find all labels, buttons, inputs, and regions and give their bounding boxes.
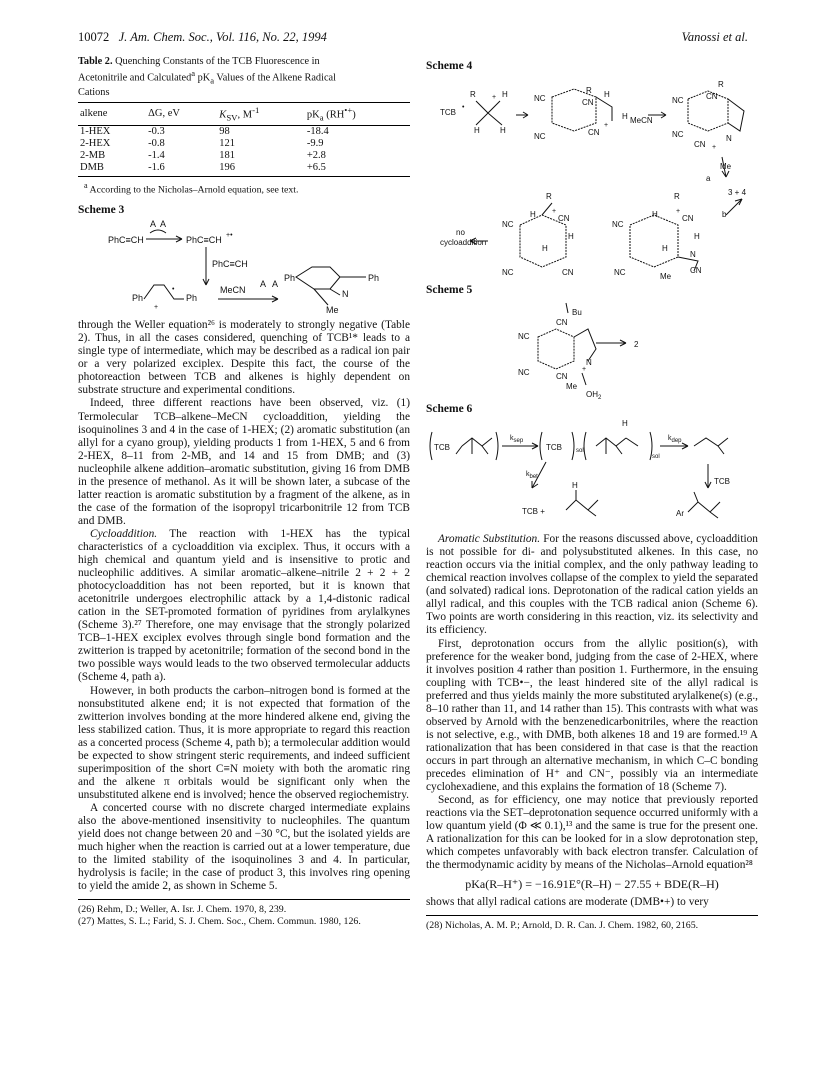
scheme4-nc8: NC — [614, 268, 626, 278]
reference-27: (27) Mattes, S. L.; Farid, S. J. Chem. Soc., Chem. Commun. 1980, 126. — [78, 915, 361, 927]
scheme3-curve — [150, 230, 166, 233]
cell-ksv: 121 — [219, 137, 236, 149]
scheme4-h1: H — [502, 90, 508, 100]
scheme3-a4: A — [272, 279, 279, 290]
table2-caption-line2: Acetonitrile and Calculated — [78, 72, 192, 84]
scheme4-ring4 — [630, 215, 678, 267]
scheme4-title: Scheme 4 — [426, 60, 473, 72]
scheme4-h4: H — [604, 90, 610, 100]
scheme5-me: Me — [566, 382, 578, 392]
scheme6-diagram — [426, 418, 758, 533]
cell-ksv: 98 — [219, 125, 230, 137]
th-ksv-sub: SV — [226, 112, 238, 123]
cell-dg: -0.3 — [148, 125, 165, 137]
scheme5-title: Scheme 5 — [426, 284, 473, 297]
cell-pka: +6.5 — [305, 162, 410, 177]
scheme4-nc7: NC — [612, 220, 624, 230]
scheme4-me1: Me — [720, 162, 732, 172]
scheme6-alkene1 — [456, 438, 492, 454]
left-paragraph-2: Indeed, three different reactions have been observed, viz. (1) Termolecular TCB–alkene–MeCN cycloaddition, yielding the isoquinolines 3 and 4 in the case of 1-HEX; (2) aromatic substitution (an allyl for a cyano group), yielding products 1 from 1-HEX, 5 and 6 from 2-HEX, 8–11 from 2-MB, and 14 and 15 from DMB; and (3) nucleophile alkene addition–aromatic substitution, giving 16 from DMB in the presence of methanol. As it will be shown later, a subcase of the latter reaction is aromatic substitution by a fragment of the alkene, as in the case of the formation of the isopropyl tricarbonitrile 12 from TCB and DMB. — [78, 397, 410, 527]
table2-caption-line1: Quenching Constants of the TCB Fluorescence in — [115, 56, 320, 67]
scheme6-tcb-plus: TCB + — [522, 507, 545, 517]
cell-pka: -18.4 — [306, 125, 329, 137]
scheme4-h2: H — [474, 126, 480, 136]
scheme4-plus2: + — [604, 122, 609, 130]
th-alkene: alkene — [78, 103, 146, 126]
scheme4-h9: H — [652, 210, 658, 220]
th-pka-sup: •+ — [344, 105, 353, 116]
scheme4-nc3: NC — [672, 96, 684, 106]
cycloaddition-heading: Cycloaddition. — [90, 527, 158, 540]
left-references — [78, 899, 410, 927]
table2-label: Table 2. — [78, 56, 113, 67]
journal-issue: No. 22, — [262, 30, 299, 44]
scheme4-cn4: CN — [694, 140, 706, 150]
table-row — [78, 138, 410, 150]
table-row — [78, 162, 410, 177]
scheme6-alkene2 — [596, 438, 638, 454]
table-row — [78, 150, 410, 162]
scheme4-cn3: CN — [706, 92, 718, 102]
scheme4-cycloaddition: cycloaddition — [440, 238, 487, 248]
scheme5-ring — [538, 329, 574, 369]
th-pka-close: ) — [352, 109, 356, 121]
scheme5-nc1: NC — [518, 332, 530, 342]
right-paragraph-4: shows that allyl radical cations are moderate (DMB•+) to very — [426, 896, 709, 909]
table2-footnote — [78, 179, 410, 196]
scheme4-cn7: CN — [682, 214, 694, 224]
scheme3-a1: A — [150, 219, 157, 230]
scheme6-product1 — [566, 490, 598, 516]
scheme4-nc6: NC — [502, 268, 514, 278]
scheme4-h10: H — [694, 232, 700, 242]
scheme3-prod-ph1: Ph — [284, 273, 296, 284]
cell-alkene: 1-HEX — [80, 125, 111, 137]
left-paragraph-3 — [78, 528, 410, 685]
scheme6-tcb2: TCB — [546, 443, 562, 453]
scheme4-r2: R — [586, 86, 592, 96]
scheme4-plus1: + — [492, 94, 497, 102]
scheme4-diagram — [426, 75, 758, 280]
footnote-text: According to the Nicholas–Arnold equation, see text. — [87, 184, 299, 196]
left-paragraph-5: A concerted course with no discrete charged intermediate explains also the above-mentioned insensitivity to nucleophiles. The quantum yield does not change between 20 and −30 °C, but the isolated yields are much higher when the reaction is carried out at a lower temperature, due to the limited stability of the isoquinolines 3 and 4. In particular, hydrolysis is facile; in the case of product 3, this involves ring opening to yield the amide 2, as shown in Scheme 5. — [78, 801, 410, 893]
scheme5-product: 2 — [634, 340, 639, 350]
scheme5-oh: $OH_2$ — [586, 390, 602, 400]
right-column — [426, 56, 758, 932]
right-paragraph-3: Second, as for efficiency, one may notice that previously reported reactions via the SET–deprotonation sequence occurred uniformly with a low quantum yield (Φ ≪ 0.1),¹³ and the same is true for the present one. A rationalization for this can be looked for in a slow deprotonation step, which competes unfavorably with back electron transfer. Calculation of the thermodynamic acidity by means of the Nicholas–Arnold equation²⁸ — [426, 794, 759, 872]
scheme4-cn8: CN — [690, 266, 702, 276]
th-pka-pk: pK — [306, 109, 320, 121]
scheme4-plus3: + — [712, 144, 717, 152]
scheme4-mecn: MeCN — [630, 116, 653, 126]
left-column — [78, 56, 410, 927]
scheme6-kdep: kdep — [668, 435, 682, 445]
table2 — [78, 102, 410, 177]
scheme6-h1: H — [622, 419, 628, 429]
scheme6-h2: H — [572, 481, 578, 491]
table-row — [78, 125, 410, 138]
scheme4-nc2: NC — [534, 132, 546, 142]
scheme4-n1: N — [726, 134, 732, 144]
scheme5-diagram — [426, 299, 758, 399]
scheme6-sol2: sol — [652, 454, 660, 461]
scheme3-diagram — [78, 219, 410, 319]
scheme3-mecn: MeCN — [220, 285, 246, 296]
th-ksv-k: K — [219, 109, 227, 121]
scheme6-radical — [694, 438, 728, 454]
cell-dg: -1.4 — [148, 149, 165, 161]
scheme4-plus4: + — [552, 208, 557, 216]
journal-volume: Vol. 116, — [215, 30, 260, 44]
scheme4-products: 3 + 4 — [728, 188, 747, 198]
cell-alkene: 2-MB — [80, 149, 106, 161]
scheme3-reagent: PhC≡CH — [212, 259, 248, 270]
left-paragraph-4: However, in both products the carbon–nitrogen bond is formed at the nonsubstituted alkene end; it is not expected that formation of the zwitterion involves bonding at the more hindered alkene end, giving the less stabilized cation. Thus, it is more appropriate to regard this reaction as a concerted process (Scheme 4, path b); a termolecular addition would be expected to show stringent steric requirements, and indeed sufficient superimposition of the short C≡N moiety with both the aromatic ring and the alkene π orbitals would be significant only when the unsubstituted alkene end is involved; hence the observed regiochemistry. — [78, 684, 410, 801]
scheme4-r4: R — [546, 192, 552, 202]
scheme3-a3: A — [260, 279, 267, 290]
scheme4-tcb-dot: • — [462, 104, 465, 112]
left-paragraph-1: through the Weller equation²⁶ is moderately to strongly negative (Table 2). Thus, in all the cases considered, quenching of TCB¹* leads to a single type of intermediate, which may be described as a radical ion pair or a very polarized exciplex. Despite this fact, the course of the photoreaction between TCB and alkenes is highly dependent on substrate structure and experimental conditions. — [78, 319, 410, 397]
scheme5-plus: + — [582, 366, 587, 374]
cell-alkene: 2-HEX — [80, 137, 111, 149]
scheme3-int-right: Ph — [186, 293, 198, 304]
scheme6-ksep: ksep — [510, 435, 524, 445]
cell-ksv: 196 — [217, 162, 305, 177]
scheme4-path-a: a — [706, 174, 711, 184]
reference-28: (28) Nicholas, A. M. P.; Arnold, D. R. Can. J. Chem. 1982, 60, 2165. — [426, 920, 699, 932]
scheme4-h5: H — [622, 112, 628, 122]
th-pka — [305, 103, 410, 126]
scheme5-n: N — [586, 358, 592, 368]
scheme3-prod-ph2: Ph — [368, 273, 380, 284]
scheme4-h11: H — [662, 244, 668, 254]
scheme4-path-b: b — [722, 210, 727, 220]
th-pka-rh: (RH — [323, 109, 345, 121]
scheme3-reactant: PhC≡CH — [108, 235, 144, 246]
scheme4-h8: H — [542, 244, 548, 254]
table2-caption-rest: Values of the Alkene Radical — [214, 72, 336, 84]
cell-pka: +2.8 — [306, 149, 326, 161]
scheme3-int-plus: + — [154, 304, 159, 312]
scheme6-tcb3: TCB — [714, 477, 730, 487]
scheme5-cn2: CN — [556, 372, 568, 382]
scheme4-me2: Me — [660, 272, 672, 281]
scheme4-h6: H — [530, 210, 536, 220]
left-paragraph-3-text: The reaction with 1-HEX has the typical characteristics of a cycloaddition via exciplex. Thus, it occurs with a high chemical and quantum yield and is insensitive to protic and nucleophilic additives. A similar aromatic–alkene–nitrile 2 + 2 + 2 photocycloaddition has not been reported, but it is known that acetonitrile undergoes electrophilic attack by a 1,4-distonic radical cation in the SET-promoted formation of pyridines from arylalkynes (Scheme 3).²⁷ Therefore, one may envisage that the strongly polarized TCB–1-HEX exciplex evolves through single bond formation and the zwitterion is trapped by acetonitrile; formation of the second bond in the two possible ways would leads to the two observed termolecular adducts (Scheme 4, path a). — [78, 527, 410, 684]
scheme4-no: no — [456, 228, 465, 238]
scheme6-product2 — [688, 492, 720, 518]
scheme4-cn1: CN — [582, 98, 594, 108]
scheme4-ring1 — [552, 89, 596, 131]
th-ksv — [217, 103, 305, 126]
scheme6-sol1: sol — [576, 448, 584, 455]
scheme6-kbet: kbet — [526, 471, 538, 481]
scheme6-tcb1: TCB — [434, 443, 450, 453]
right-paragraph-2: First, deprotonation occurs from the allylic position(s), with preference for the weaker bond, judging from the case of 2-HEX, where it involves position 4 rather than position 1. Furthermore, in the ensuing coupling with TCB•−, the least hindered site of the allyl radical is preferred and thus yields mainly the more substituted arylalkene(s) (e.g., 8–10 rather than 11, and 14 rather than 15). This contrasts with what was observed by Arnold with the benzenedicarbonitriles, where the reaction is not selective, e.g., with DMB, both alkenes 18 and 19 are formed.¹⁹ A rationalization that has been considered in that case is that the reaction occurs in part through an alternative mechanism, in which C–C bonding precedes elimination of H⁺ and CN⁻, possibly via an intermediate cyclohexadiene, and this explains the formation of 18 (Scheme 7). — [426, 637, 758, 794]
table2-caption-sub: a — [210, 75, 215, 86]
header-left — [78, 30, 327, 45]
scheme4-plus5: + — [676, 208, 681, 216]
scheme4-r5: R — [674, 192, 680, 202]
nicholas-arnold-equation: pKa(R–H⁺) = −16.91E°(R–H) − 27.55 + BDE(R–H) — [465, 877, 719, 892]
th-dg: ΔG, eV — [146, 103, 217, 126]
right-paragraph-1 — [426, 533, 758, 637]
cell-ksv: 181 — [219, 149, 236, 161]
th-ksv-unit: , M — [237, 109, 253, 121]
table2-caption-line3: Cations — [78, 86, 110, 98]
scheme3-charge: +• — [226, 232, 233, 240]
journal-name: J. Am. Chem. Soc., — [118, 30, 213, 44]
scheme3-a2: A — [160, 219, 167, 230]
scheme4-h7: H — [568, 232, 574, 242]
cell-dg: -0.8 — [148, 137, 165, 149]
scheme6-ar: Ar — [676, 509, 684, 519]
scheme3-prod-n: N — [342, 289, 349, 300]
header-authors: Vanossi et al. — [681, 30, 748, 44]
scheme3-radical-cation: PhC≡CH — [186, 235, 222, 246]
scheme4-cn6: CN — [562, 268, 574, 278]
running-header — [78, 30, 748, 48]
scheme6-title: Scheme 6 — [426, 403, 473, 416]
scheme4-nc1: NC — [534, 94, 546, 104]
page-number: 10072 — [78, 30, 110, 44]
scheme4-r1: R — [470, 90, 476, 100]
scheme4-cn5: CN — [558, 214, 570, 224]
footnote-mark: a — [84, 180, 88, 190]
scheme3-title: Scheme 3 — [78, 204, 125, 217]
reference-26: (26) Rehm, D.; Weller, A. Isr. J. Chem. 1970, 8, 239. — [78, 904, 287, 916]
scheme4-cn2: CN — [588, 128, 600, 138]
scheme5-nc2: NC — [518, 368, 530, 378]
scheme4-nc5: NC — [502, 220, 514, 230]
scheme4-h3: H — [500, 126, 506, 136]
right-references — [426, 915, 758, 932]
aromatic-substitution-heading: Aromatic Substitution. — [438, 533, 541, 546]
scheme5-cn1: CN — [556, 318, 568, 328]
scheme4-nc4: NC — [672, 130, 684, 140]
cell-dg: -1.6 — [146, 162, 217, 177]
table2-header-row — [78, 103, 410, 126]
scheme4-n2: N — [690, 250, 696, 260]
journal-year: 1994 — [301, 30, 327, 44]
th-ksv-sup: -1 — [252, 105, 260, 116]
table2-caption-pk: pK — [195, 72, 211, 84]
scheme3-int-dot: • — [172, 286, 175, 294]
scheme3-int-left: Ph — [132, 293, 144, 304]
table2-caption-sup: a — [191, 67, 196, 78]
th-pka-sub: a — [319, 112, 324, 123]
scheme3-pyridine-ring — [296, 267, 340, 289]
scheme5-bu: Bu — [572, 308, 582, 318]
cell-alkene: DMB — [78, 162, 146, 177]
scheme4-tcb: TCB — [440, 108, 456, 118]
scheme3-prod-me: Me — [326, 305, 339, 316]
right-paragraph-1-text: For the reasons discussed above, cycloaddition is not possible for di- and polysubstituted alkenes. In this case, no reaction occurs via the initial complex, and the only pathway leading to chemical reaction involves collapse of the complex to yield the separated (and solvated) radical ions. Deprotonation of the radical cation yields an allyl radical, and this couples with the TCB radical anion (Scheme 6). Two points are worth considering in this reaction, viz. its selectivity and its efficiency. — [426, 533, 758, 637]
scheme4-r3: R — [718, 80, 724, 90]
table2-caption — [78, 56, 410, 98]
cell-pka: -9.9 — [306, 137, 324, 149]
